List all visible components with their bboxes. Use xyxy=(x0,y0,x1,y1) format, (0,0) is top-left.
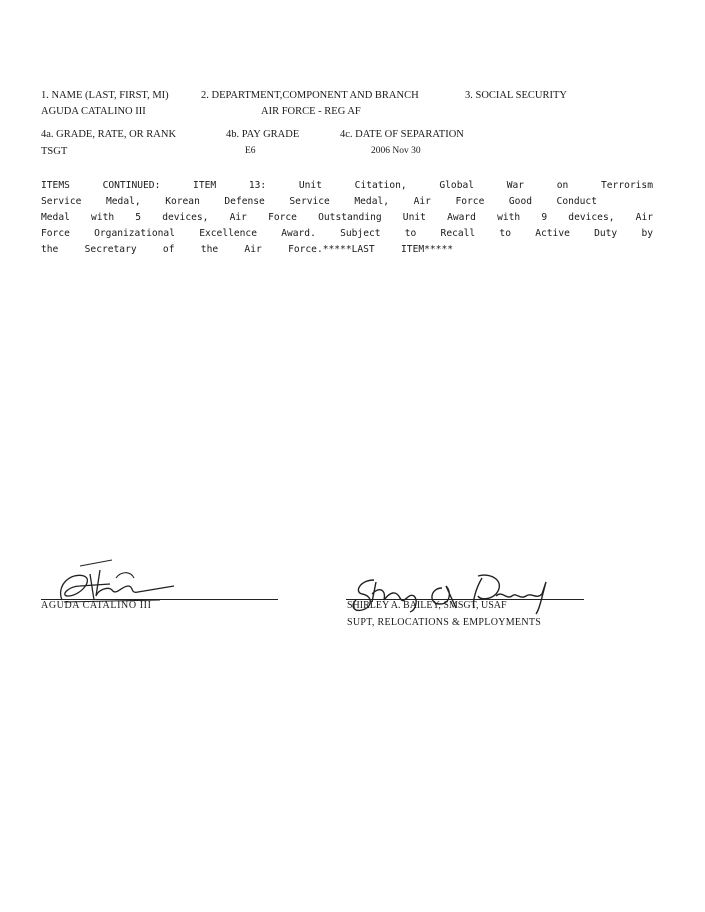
items-continued-block xyxy=(41,178,653,258)
name-value: AGUDA CATALINO III xyxy=(41,106,146,117)
grade-label: 4a. GRADE, RATE, OR RANK xyxy=(41,129,177,140)
items-line-4: Force Organizational Excellence Award. Subject to Recall to Active Duty by xyxy=(41,228,653,239)
official-title: SUPT, RELOCATIONS & EMPLOYMENTS xyxy=(347,617,542,628)
items-line-3: Medal with 5 devices, Air Force Outstanding Unit Award with 9 devices, Air xyxy=(41,212,653,223)
pay-grade-label: 4b. PAY GRADE xyxy=(226,129,300,140)
items-line-1: ITEMS CONTINUED: ITEM 13: Unit Citation, Global War on Terrorism xyxy=(41,180,653,191)
date-of-separation-value: 2006 Nov 30 xyxy=(371,146,421,156)
name-label: 1. NAME (LAST, FIRST, MI) xyxy=(41,90,169,101)
pay-grade-value: E6 xyxy=(245,146,256,156)
social-security-label: 3. SOCIAL SECURITY xyxy=(465,90,567,101)
department-label: 2. DEPARTMENT,COMPONENT AND BRANCH xyxy=(201,90,419,101)
items-line-5: the Secretary of the Air Force.*****LAST ITEM***** xyxy=(41,244,453,255)
grade-value: TSGT xyxy=(41,146,68,157)
official-name: SHIRLEY A. BAILEY, SMSGT, USAF xyxy=(347,600,507,611)
member-name: AGUDA CATALINO III xyxy=(41,600,152,611)
items-line-2: Service Medal, Korean Defense Service Medal, Air Force Good Conduct xyxy=(41,196,597,207)
department-value: AIR FORCE - REG AF xyxy=(261,106,361,117)
date-of-separation-label: 4c. DATE OF SEPARATION xyxy=(340,129,464,140)
